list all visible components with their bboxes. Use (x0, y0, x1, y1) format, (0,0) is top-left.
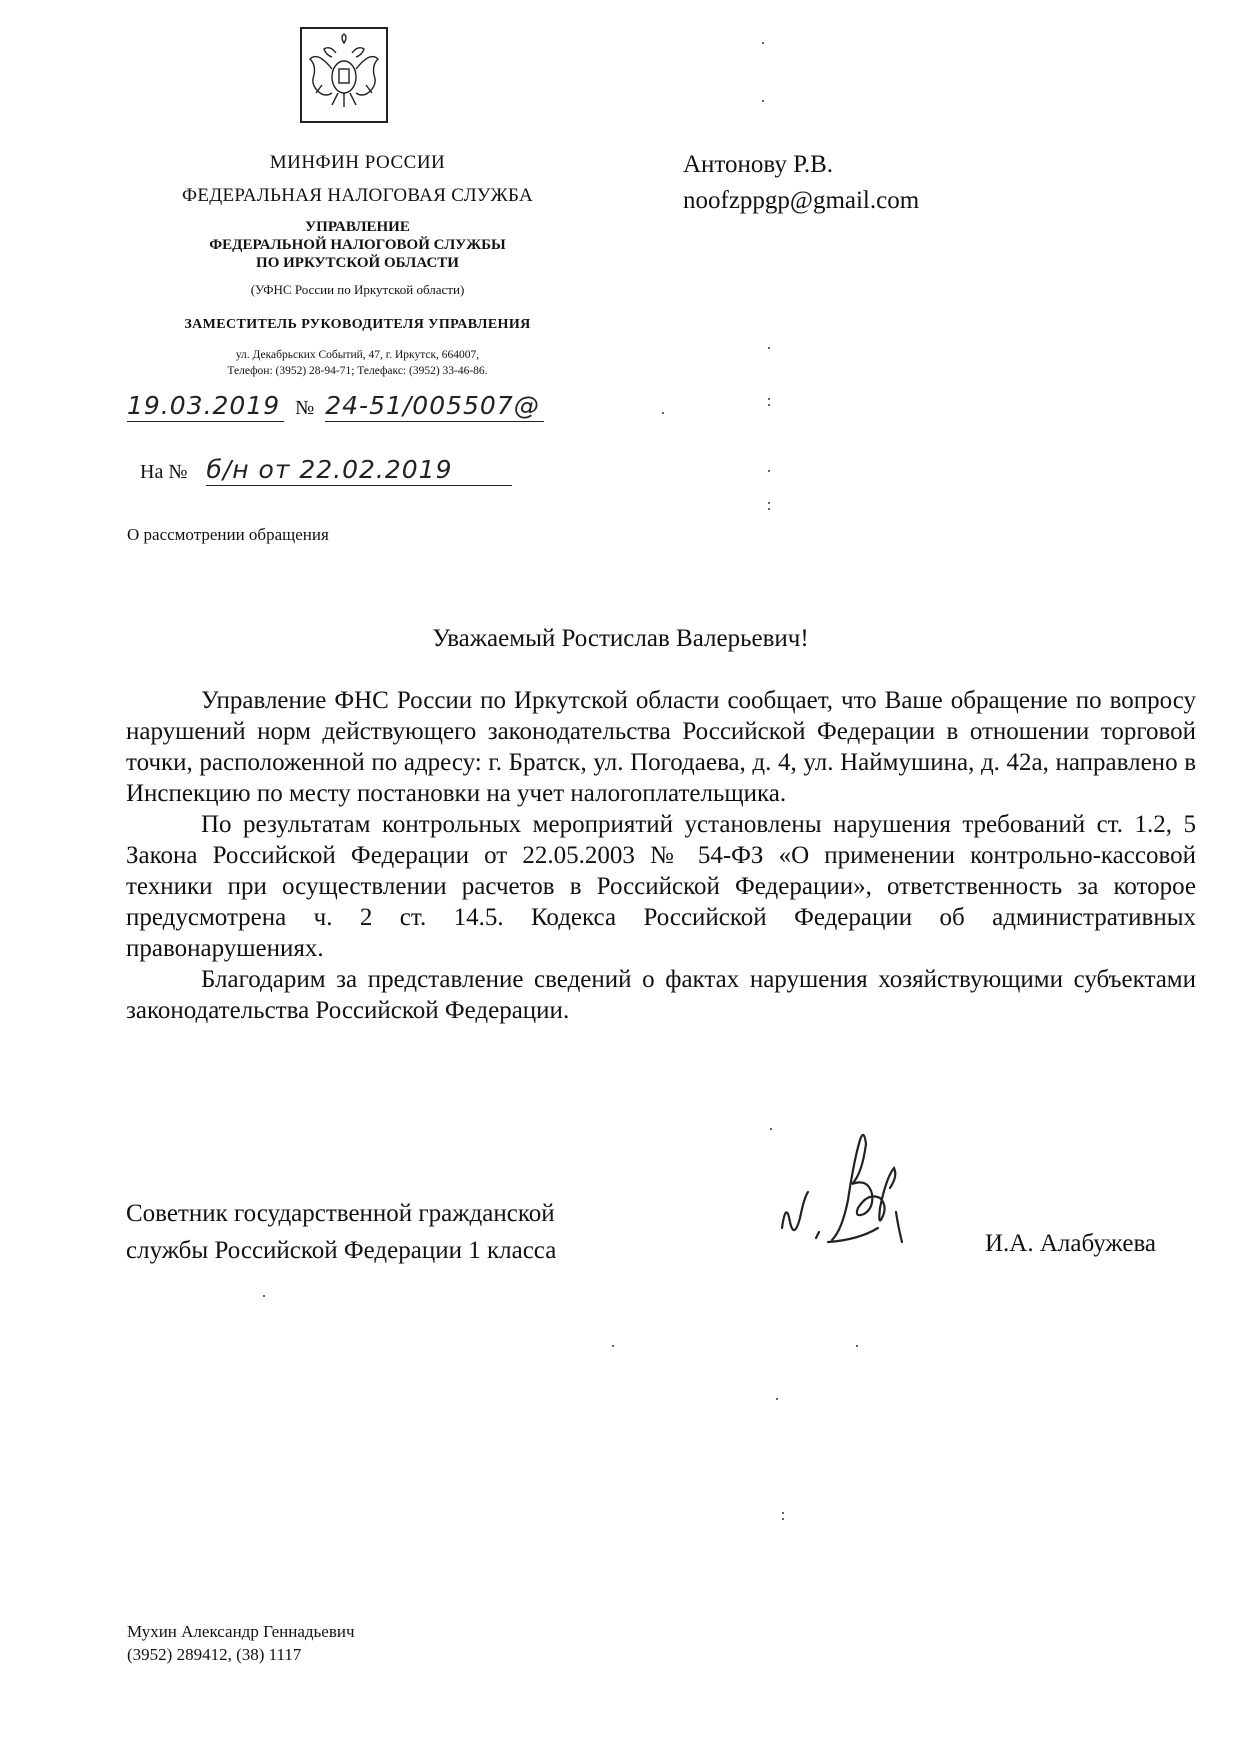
address-line: ул. Декабрьских Событий, 47, г. Иркутск, 664007, (235, 349, 480, 361)
scan-speck (768, 502, 770, 504)
signatory-name: И.А. Алабужева (985, 1230, 1157, 1257)
executor-block (127, 1620, 355, 1666)
recipient-email: noofzppgp@gmail.com (683, 187, 920, 214)
registration-number: 24-51/005507@ (325, 391, 544, 422)
scan-speck (762, 42, 764, 44)
address-line: Телефон: (3952) 28-94-71; Телефакс: (3952) 33-46-86. (227, 365, 488, 377)
scan-speck (776, 1398, 778, 1400)
scan-speck (770, 1128, 772, 1130)
service-name: ФЕДЕРАЛЬНАЯ НАЛОГОВАЯ СЛУЖБА (182, 185, 533, 206)
body-paragraph: Благодарим за представление сведений о фактах нарушения хозяйствующими субъектами законодательства Российской Федерации. (126, 966, 1196, 1024)
scan-speck (762, 100, 764, 102)
executor-name: Мухин Александр Геннадьевич (127, 1622, 355, 1641)
recipient-name: Антонову Р.В. (683, 151, 834, 178)
department-line: ФЕДЕРАЛЬНОЙ НАЛОГОВОЙ СЛУЖБЫ (209, 237, 506, 253)
signatory-title (126, 1195, 556, 1269)
department-line: УПРАВЛЕНИЕ (305, 219, 410, 235)
scan-speck (768, 470, 770, 472)
scan-speck (768, 404, 770, 406)
letter-subject: О рассмотрении обращения (127, 525, 329, 544)
scan-speck (768, 398, 770, 400)
registration-date: 19.03.2019 (127, 391, 284, 422)
signatory-title-line: Советник государственной гражданской (126, 1200, 555, 1227)
department-line: ПО ИРКУТСКОЙ ОБЛАСТИ (256, 255, 459, 271)
reference-label: На № (140, 461, 188, 483)
number-label: № (295, 397, 315, 419)
scan-speck (782, 1518, 784, 1520)
department-address (125, 347, 590, 379)
scan-speck (768, 508, 770, 510)
reference-value: б/н от 22.02.2019 (206, 455, 512, 486)
recipient-block (683, 147, 919, 219)
ministry-name: МИНФИН РОССИИ (269, 152, 446, 173)
scan-speck (263, 1295, 265, 1297)
scan-speck (662, 412, 664, 414)
department-name (125, 218, 590, 272)
signatory-title-line: службы Российской Федерации 1 класса (126, 1237, 557, 1264)
author-position: ЗАМЕСТИТЕЛЬ РУКОВОДИТЕЛЯ УПРАВЛЕНИЯ (184, 317, 531, 332)
handwritten-signature (770, 1110, 945, 1270)
registration-line (127, 391, 544, 422)
department-short-name: (УФНС России по Иркутской области) (250, 282, 465, 297)
reference-line (140, 455, 512, 486)
scan-speck (768, 347, 770, 349)
scan-speck (856, 1345, 858, 1347)
letter-body (126, 685, 1196, 1026)
scan-speck (782, 1512, 784, 1514)
executor-phone: (3952) 289412, (38) 1117 (127, 1645, 302, 1664)
scan-speck (612, 1345, 614, 1347)
body-paragraph: Управление ФНС России по Иркутской области сообщает, что Ваше обращение по вопросу нарушений норм действующего законодательства Российской Федерации в отношении торговой точки, расположенной по адресу: г. Братск, ул. Погодаева, д. 4, ул. Наймушина, д. 42а, направлено в Инспекцию по месту постановки на учет налогоплательщика. (126, 687, 1196, 807)
double-headed-eagle-icon (302, 29, 386, 121)
body-paragraph: По результатам контрольных мероприятий установлены нарушения требований ст. 1.2, 5 Закона Российской Федерации от 22.05.2003 № 54-ФЗ «О применении контрольно-кассовой техники при осуществлении расчетов в Российской Федерации», ответственность за которое предусмотрена ч. 2 ст. 14.5. Кодекса Российской Федерации об административных правонарушениях. (126, 811, 1196, 962)
coat-of-arms-emblem (300, 27, 388, 123)
salutation: Уважаемый Ростислав Валерьевич! (432, 625, 809, 652)
